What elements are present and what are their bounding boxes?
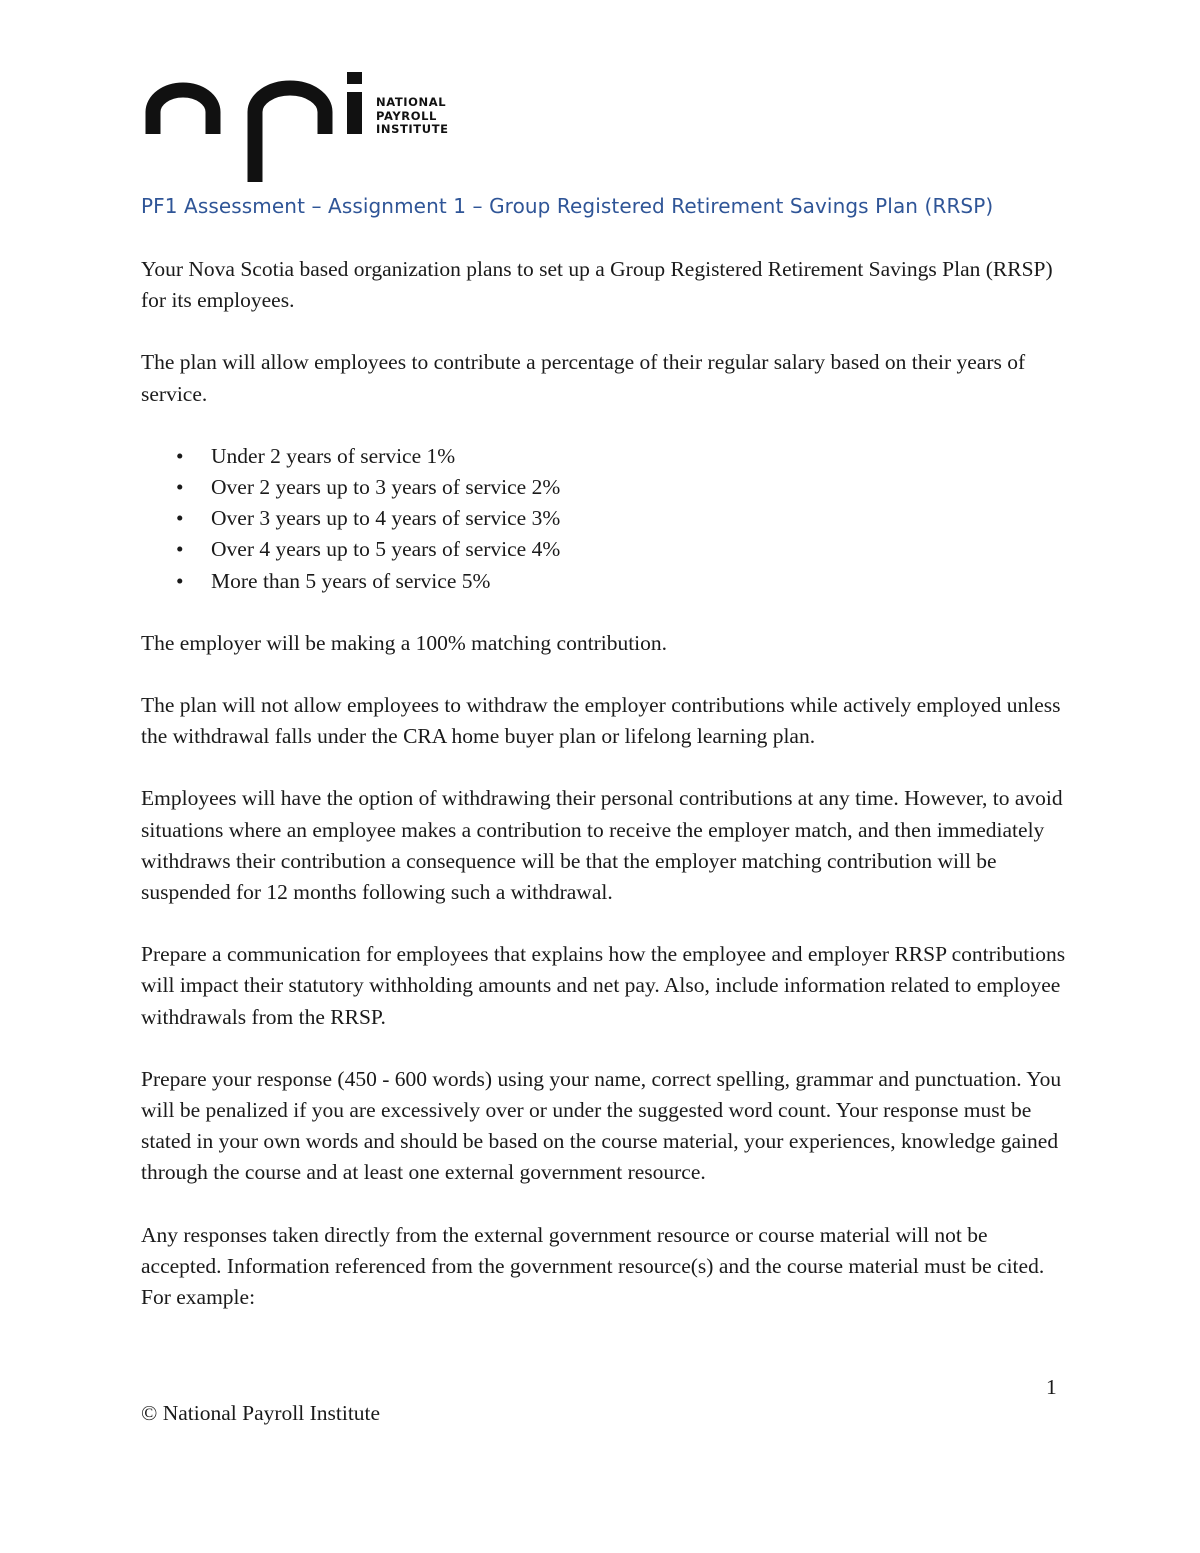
- bullet-icon: •: [176, 506, 184, 531]
- document-body: [141, 254, 1071, 1344]
- list-item: • Over 4 years up to 5 years of service 4%: [141, 534, 1071, 565]
- logo-line-institute: INSTITUTE: [376, 122, 449, 136]
- paragraph-citation: Any responses taken directly from the external government resource or course material will not be accepted. Information referenced from the government resource(s) and the course material must be cited. For example:: [141, 1222, 1045, 1310]
- paragraph-plan: The plan will allow employees to contribute a percentage of their regular salary based on their years of service.: [141, 350, 1026, 406]
- bullet-icon: •: [176, 568, 184, 593]
- paragraph-intro: Your Nova Scotia based organization plans to set up a Group Registered Retirement Savings Plan (RRSP) for its employees.: [141, 257, 1053, 313]
- bullet-icon: •: [176, 443, 184, 468]
- document-title: PF1 Assessment – Assignment 1 – Group Registered Retirement Savings Plan (RRSP): [141, 194, 994, 218]
- paragraph-personal-withdraw: Employees will have the option of withdrawing their personal contributions at any time. However, to avoid situations where an employee makes a contribution to receive the employer match, and then immediately withdraws their contribution a consequence will be that the employer matching contribution will be suspended for 12 months following such a withdrawal.: [141, 786, 1063, 905]
- paragraph-employer-match: The employer will be making a 100% matching contribution.: [141, 630, 668, 655]
- bullet-icon: •: [176, 475, 184, 500]
- logo-line-payroll: PAYROLL: [376, 108, 437, 123]
- list-item: • Under 2 years of service 1%: [141, 441, 1071, 472]
- logo-wordmark: [376, 96, 449, 137]
- bullet-icon: •: [176, 537, 184, 562]
- paragraph-withdraw-rule: The plan will not allow employees to withdraw the employer contributions while actively employed unless the withdrawal falls under the CRA home buyer plan or lifelong learning plan.: [141, 693, 1061, 749]
- paragraph-prepare-communication: Prepare a communication for employees that explains how the employee and employer RRSP contributions will impact their statutory withholding amounts and net pay. Also, include information related to employee withdrawals from the RRSP.: [141, 942, 1066, 1029]
- footer-copyright: © National Payroll Institute: [141, 1401, 381, 1425]
- list-item: • Over 3 years up to 4 years of service 3%: [141, 503, 1071, 534]
- list-item: • Over 2 years up to 3 years of service 2%: [141, 472, 1071, 503]
- page-number: 1: [1046, 1375, 1057, 1399]
- logo-line-national: NATIONAL: [376, 95, 447, 109]
- contribution-rate-list: [141, 441, 1071, 597]
- paragraph-prepare-response: Prepare your response (450 - 600 words) using your name, correct spelling, grammar and punctuation. You will be penalized if you are excessively over or under the suggested word count. Your response must be stated in your own words and should be based on the course material, your experiences, knowledge gained through the course and at least one external government resource.: [141, 1066, 1062, 1185]
- list-item: • More than 5 years of service 5%: [141, 566, 1071, 597]
